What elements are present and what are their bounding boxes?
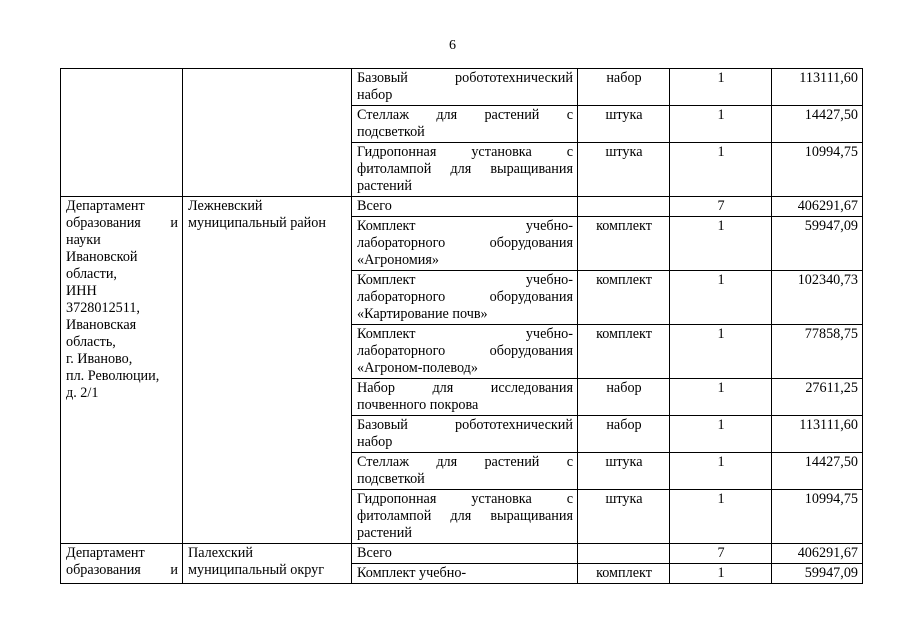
item-name-line: Комплект учебно- (357, 565, 467, 581)
item-name-line: подсветкой (357, 124, 425, 140)
item-name-line: «Агрономия» (357, 252, 439, 268)
district-cell-line: Лежневский (188, 198, 263, 214)
total-label-cell: Всего (352, 197, 578, 217)
unit-cell: штука (578, 453, 670, 490)
price-cell: 113111,60 (772, 69, 863, 106)
total-qty-cell: 7 (670, 544, 772, 564)
item-name-cell (352, 564, 578, 584)
item-name-line: Гидропонная установка с (357, 491, 573, 507)
unit-cell: комплект (578, 564, 670, 584)
item-name-cell (352, 217, 578, 271)
price-cell: 14427,50 (772, 453, 863, 490)
table-row (61, 69, 863, 106)
price-cell: 59947,09 (772, 564, 863, 584)
item-name-cell (352, 490, 578, 544)
empty-unit-cell (578, 197, 670, 217)
item-name-line: Комплект учебно- (357, 272, 573, 288)
item-name-line: Стеллаж для растений с (357, 107, 573, 123)
item-name-line: фитолампой для выращивания (357, 161, 573, 177)
total-row (61, 197, 863, 217)
qty-cell: 1 (670, 564, 772, 584)
organization-cell-line: образования и (66, 215, 178, 231)
price-cell: 14427,50 (772, 106, 863, 143)
unit-cell: набор (578, 379, 670, 416)
organization-cell-line: д. 2/1 (66, 385, 99, 401)
price-cell: 77858,75 (772, 325, 863, 379)
qty-cell: 1 (670, 453, 772, 490)
total-row (61, 544, 863, 564)
item-name-line: «Агроном-полевод» (357, 360, 478, 376)
district-cell-line: муниципальный округ (188, 562, 325, 578)
qty-cell: 1 (670, 106, 772, 143)
table-body (61, 69, 863, 584)
item-name-line: Гидропонная установка с (357, 144, 573, 160)
organization-cell-line: Департамент (66, 198, 145, 214)
item-name-line: «Картирование почв» (357, 306, 488, 322)
organization-cell-line: пл. Революции, (66, 368, 160, 384)
price-cell: 102340,73 (772, 271, 863, 325)
item-name-cell (352, 271, 578, 325)
total-price-cell: 406291,67 (772, 197, 863, 217)
item-name-line: лабораторного оборудования (357, 289, 573, 305)
organization-cell-line: Департамент (66, 545, 145, 561)
item-name-cell (352, 453, 578, 490)
item-name-line: лабораторного оборудования (357, 235, 573, 251)
organization-cell-line: области, (66, 266, 117, 282)
qty-cell: 1 (670, 217, 772, 271)
unit-cell: набор (578, 416, 670, 453)
organization-cell-line: 3728012511, (66, 300, 140, 316)
item-name-line: растений (357, 525, 412, 541)
unit-cell: штука (578, 490, 670, 544)
item-name-line: Базовый робототехнический (357, 417, 573, 433)
unit-cell: набор (578, 69, 670, 106)
item-name-cell (352, 379, 578, 416)
item-name-cell (352, 106, 578, 143)
item-name-cell (352, 143, 578, 197)
item-name-line: набор (357, 87, 393, 103)
org-cell-continued (61, 69, 183, 197)
unit-cell: штука (578, 143, 670, 197)
organization-cell-line: образования и (66, 562, 178, 578)
price-cell: 10994,75 (772, 490, 863, 544)
district-cell-line: Палехский (188, 545, 253, 561)
qty-cell: 1 (670, 271, 772, 325)
total-qty-cell: 7 (670, 197, 772, 217)
organization-cell (61, 544, 183, 584)
unit-cell: штука (578, 106, 670, 143)
unit-cell: комплект (578, 271, 670, 325)
item-name-line: Комплект учебно- (357, 218, 573, 234)
qty-cell: 1 (670, 143, 772, 197)
item-name-line: подсветкой (357, 471, 425, 487)
item-name-cell (352, 69, 578, 106)
organization-cell-line: Ивановская (66, 317, 137, 333)
organization-cell-line: г. Иваново, (66, 351, 133, 367)
organization-cell (61, 197, 183, 544)
qty-cell: 1 (670, 325, 772, 379)
qty-cell: 1 (670, 416, 772, 453)
district-cell-line: муниципальный район (188, 215, 326, 231)
district-cell (183, 197, 352, 544)
item-name-line: фитолампой для выращивания (357, 508, 573, 524)
item-name-line: почвенного покрова (357, 397, 479, 413)
item-name-line: растений (357, 178, 412, 194)
item-name-cell (352, 325, 578, 379)
price-cell: 59947,09 (772, 217, 863, 271)
district-cell (183, 544, 352, 584)
item-name-line: Базовый робототехнический (357, 70, 573, 86)
organization-cell-line: науки (66, 232, 101, 248)
item-name-line: лабораторного оборудования (357, 343, 573, 359)
qty-cell: 1 (670, 69, 772, 106)
organization-cell-line: область, (66, 334, 116, 350)
organization-cell-line: ИНН (66, 283, 97, 299)
unit-cell: комплект (578, 325, 670, 379)
page-number: 6 (449, 38, 456, 53)
organization-cell-line: Ивановской (66, 249, 138, 265)
price-cell: 27611,25 (772, 379, 863, 416)
qty-cell: 1 (670, 379, 772, 416)
item-name-line: Стеллаж для растений с (357, 454, 573, 470)
district-cell-continued (183, 69, 352, 197)
item-name-line: набор (357, 434, 393, 450)
price-cell: 10994,75 (772, 143, 863, 197)
allocation-table (60, 68, 863, 584)
item-name-line: Комплект учебно- (357, 326, 573, 342)
item-name-line: Набор для исследования (357, 380, 573, 396)
price-cell: 113111,60 (772, 416, 863, 453)
empty-unit-cell (578, 544, 670, 564)
total-label-cell: Всего (352, 544, 578, 564)
item-name-cell (352, 416, 578, 453)
qty-cell: 1 (670, 490, 772, 544)
total-price-cell: 406291,67 (772, 544, 863, 564)
unit-cell: комплект (578, 217, 670, 271)
